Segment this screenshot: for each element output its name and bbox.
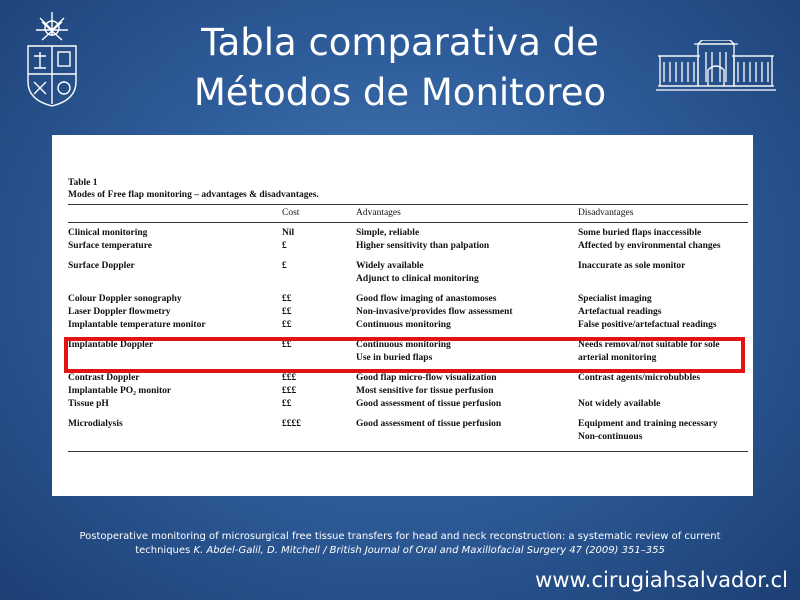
- table-cell: Adjunct to clinical monitoring: [356, 274, 479, 284]
- table-cell: Use in buried flaps: [356, 353, 433, 363]
- header-cell: Disadvantages: [578, 208, 634, 218]
- table-row: [68, 372, 748, 385]
- table-cell: Implantable temperature monitor: [68, 320, 206, 330]
- table-cell: ££: [282, 399, 292, 409]
- table-cell: Simple, reliable: [356, 228, 420, 238]
- table-row: [68, 293, 748, 306]
- table-row: [68, 273, 748, 286]
- table-cell: Continuous monitoring: [356, 320, 451, 330]
- table-cell: £: [282, 241, 287, 251]
- table-cell: Laser Doppler flowmetry: [68, 307, 171, 317]
- header-cell: Advantages: [356, 208, 401, 218]
- table-cell: ££: [282, 294, 292, 304]
- table-row: [68, 319, 748, 332]
- table-cell: Inaccurate as sole monitor: [578, 261, 686, 271]
- header-cell: Cost: [282, 208, 300, 218]
- table-cell: Tissue pH: [68, 399, 109, 409]
- table-cell: [68, 273, 282, 286]
- table-cell: Needs removal/not suitable for sole: [578, 340, 720, 350]
- table-row: [68, 240, 748, 253]
- table-cell: Equipment and training necessary: [578, 419, 718, 429]
- table-cell: ££: [282, 340, 292, 350]
- table-cell: Implantable Doppler: [68, 340, 154, 350]
- table-cell: Widely available: [356, 261, 424, 271]
- table-cell: Good flow imaging of anastomoses: [356, 294, 497, 304]
- table-cell: Contrast agents/microbubbles: [578, 373, 701, 383]
- table-body: [68, 227, 748, 444]
- table-cell: Non-continuous: [578, 432, 643, 442]
- building-facade-icon: [654, 40, 778, 92]
- table-header: [68, 207, 748, 220]
- table-cell: Affected by environmental changes: [578, 241, 721, 251]
- citation: [70, 530, 730, 558]
- table-row-group: [68, 227, 748, 253]
- table-row: [68, 260, 748, 273]
- table-cell: [578, 385, 748, 398]
- header-cell: [68, 207, 282, 220]
- title-line-2: Métodos de Monitoreo: [193, 71, 607, 114]
- table-row-group: [68, 293, 748, 332]
- table-number: Table 1: [68, 178, 98, 188]
- citation-authors: K. Abdel-Galil, D. Mitchell / British Journal of Oral and Maxillofacial Surgery 47 (2009) 351–355: [193, 545, 665, 556]
- comparison-table: [68, 177, 748, 452]
- table-cell: Most sensitive for tissue perfusion: [356, 386, 494, 396]
- table-cell: ££: [282, 307, 292, 317]
- table-row: [68, 418, 748, 431]
- table-cell: False positive/artefactual readings: [578, 320, 717, 330]
- highlight-box: [64, 337, 745, 373]
- table-cell: Clinical monitoring: [68, 228, 148, 238]
- table-cell: [282, 431, 356, 444]
- table-cell: arterial monitoring: [578, 353, 657, 363]
- table-cell: Good assessment of tissue perfusion: [356, 399, 502, 409]
- table-cell: Implantable PO₂ monitor: [68, 386, 172, 396]
- table-cell: ££££: [282, 419, 301, 429]
- table-row: [68, 385, 748, 398]
- table-cell: [356, 431, 578, 444]
- table-cell: Surface temperature: [68, 241, 152, 251]
- table-caption: Modes of Free flap monitoring – advantages & disadvantages.: [68, 190, 319, 200]
- table-cell: Not widely available: [578, 399, 661, 409]
- table-cell: Surface Doppler: [68, 261, 135, 271]
- table-cell: [282, 273, 356, 286]
- table-cell: Colour Doppler sonography: [68, 294, 182, 304]
- table-row-group: [68, 260, 748, 286]
- university-crest-icon: [22, 10, 82, 108]
- table-cell: Contrast Doppler: [68, 373, 140, 383]
- table-row-group: [68, 418, 748, 444]
- table-row: [68, 431, 748, 444]
- table-cell: ££: [282, 320, 292, 330]
- table-cell: [578, 273, 748, 286]
- table-row: [68, 398, 748, 411]
- table-row-group: [68, 372, 748, 411]
- table-cell: Good assessment of tissue perfusion: [356, 419, 502, 429]
- table-cell: [68, 431, 282, 444]
- citation-text: Postoperative monitoring of microsurgical free tissue transfers for head and neck reconstruction: a systematic review of current techniques: [79, 531, 721, 556]
- table-cell: Higher sensitivity than palpation: [356, 241, 490, 251]
- table-cell: Specialist imaging: [578, 294, 652, 304]
- table-cell: Some buried flaps inaccessible: [578, 228, 702, 238]
- table-cell: £££: [282, 373, 297, 383]
- slide-title: [140, 18, 660, 118]
- table-cell: Non-invasive/provides flow assessment: [356, 307, 513, 317]
- table-cell: Artefactual readings: [578, 307, 662, 317]
- table-image: [52, 135, 753, 496]
- website-url: www.cirugiahsalvador.cl: [535, 568, 788, 592]
- table-cell: £: [282, 261, 287, 271]
- table-cell: £££: [282, 386, 297, 396]
- table-row: [68, 227, 748, 240]
- title-line-1: Tabla comparativa de: [201, 21, 599, 64]
- table-cell: Nil: [282, 228, 295, 238]
- table-cell: Good flap micro-flow visualization: [356, 373, 497, 383]
- table-row: [68, 306, 748, 319]
- table-cell: Continuous monitoring: [356, 340, 451, 350]
- table-cell: Microdialysis: [68, 419, 123, 429]
